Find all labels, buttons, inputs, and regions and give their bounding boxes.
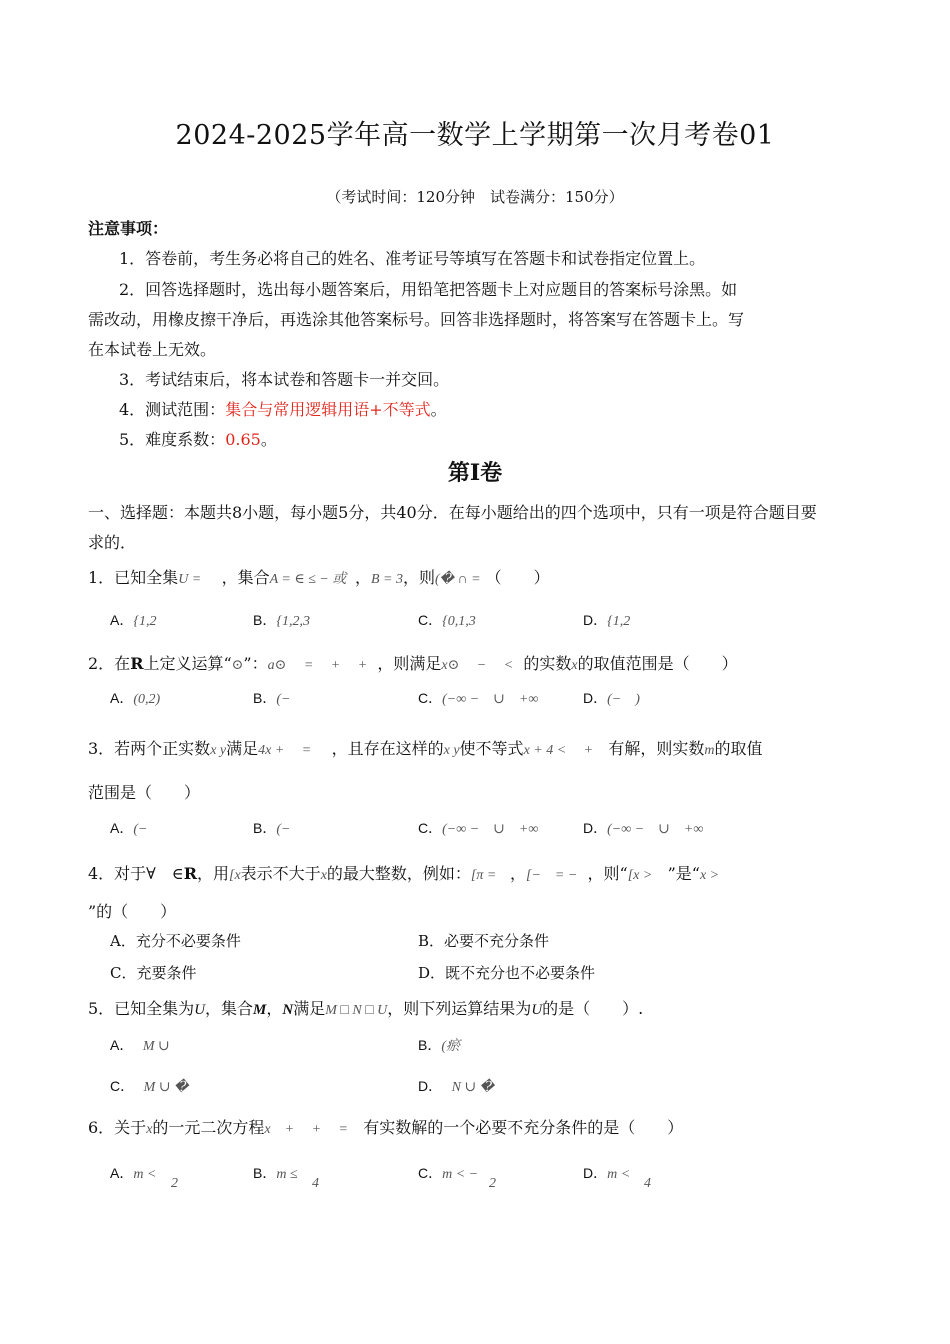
q6-option-a[interactable]	[110, 1163, 156, 1183]
q2-math-def: a⊙ = + +	[267, 658, 368, 673]
q1-option-d[interactable]	[583, 610, 630, 630]
question-6	[88, 1115, 683, 1138]
option-letter: D．	[583, 690, 608, 706]
q3-text: 3．若两个正实数	[88, 739, 211, 758]
q3-option-c[interactable]	[418, 818, 538, 838]
q4-text: 的最大整数，例如：	[326, 864, 471, 883]
option-letter: A．	[110, 612, 134, 628]
q5-text: 的是（ ）.	[542, 999, 644, 1018]
q4-option-c[interactable]: C．充要条件	[110, 964, 197, 982]
scope-label: 4．测试范围：	[119, 400, 226, 419]
q2-math-ineq: x⊙ − <	[441, 658, 514, 673]
option-value: m <	[607, 1167, 631, 1182]
q3-text: 的取值	[714, 739, 763, 758]
q5-math-u: U	[194, 1002, 206, 1018]
option-letter: B．	[253, 690, 277, 706]
option-letter: A．	[110, 1165, 134, 1181]
option-value: {1,2	[133, 614, 157, 629]
q1-text: 1．已知全集	[88, 568, 179, 587]
question-1	[88, 565, 550, 588]
q3-text: 满足	[226, 739, 259, 758]
notice-item-2-end: 在本试卷上无效。	[88, 340, 217, 359]
q6-option-c[interactable]	[418, 1163, 478, 1183]
option-value: {0,1,3	[442, 614, 476, 629]
option-value: N ∪ �	[451, 1080, 495, 1095]
q2-option-c[interactable]	[418, 688, 538, 708]
q3-math-xy: x y	[210, 743, 227, 758]
option-value: (瘀	[441, 1039, 461, 1054]
option-value: M ∪	[142, 1039, 170, 1054]
q3-text: 有解，则实数	[608, 739, 705, 758]
q4-text: ，用	[196, 864, 229, 883]
q6-math-equation: x + + =	[264, 1122, 348, 1137]
q3-option-a[interactable]	[110, 818, 147, 838]
option-letter: C．	[418, 690, 443, 706]
q5-text: ，集合	[205, 999, 254, 1018]
option-letter: D．	[583, 1165, 608, 1181]
q3-option-d[interactable]	[583, 818, 703, 838]
option-letter: A．	[110, 820, 134, 836]
notice-item-1: 1．答卷前，考生务必将自己的姓名、准考证号等填写在答题卡和试卷指定位置上。	[119, 249, 706, 268]
question-3	[88, 736, 763, 759]
exam-info: （考试时间：120分钟 试卷满分：150分）	[326, 188, 624, 206]
option-letter: D．	[583, 820, 608, 836]
option-letter: D．	[583, 612, 608, 628]
q2-text: 上定义运算“	[143, 654, 232, 673]
difficulty-end: 。	[260, 430, 277, 449]
option-letter: B．	[253, 820, 277, 836]
option-letter: B．	[253, 1165, 277, 1181]
q6-option-c-denominator: 2	[489, 1176, 496, 1191]
q1-paren: （ ）	[485, 568, 550, 587]
q5-text: 满足	[293, 999, 326, 1018]
q3-text: 使不等式	[459, 739, 524, 758]
q2-real-set: R	[130, 654, 144, 673]
question-5	[88, 996, 643, 1019]
option-value: (0,2)	[133, 692, 161, 707]
q3-math-m: m	[704, 743, 715, 758]
option-letter: C．	[418, 1165, 443, 1181]
q6-text: 有实数解的一个必要不充分条件的是（ ）	[363, 1118, 684, 1137]
q5-text: ，	[266, 999, 283, 1018]
q4-option-a[interactable]: A．充分不必要条件	[110, 932, 241, 950]
notice-item-5	[119, 427, 277, 450]
q4-text: ，	[510, 864, 527, 883]
q2-option-b[interactable]	[253, 688, 290, 708]
q1-math-expr: (� ∩ =	[434, 572, 481, 587]
notice-heading: 注意事项：	[88, 219, 169, 238]
q1-option-c[interactable]	[418, 610, 476, 630]
notice-item-2-cont: 需改动，用橡皮擦干净后，再选涂其他答案标号。回答非选择题时，将答案写在答题卡上。写	[88, 310, 745, 329]
option-value: {1,2,3	[276, 614, 310, 629]
volume-heading: 第Ⅰ卷	[447, 460, 503, 486]
q6-text: 的一元二次方程	[152, 1118, 265, 1137]
option-value: (−	[276, 822, 291, 837]
q4-text: ”是“	[667, 864, 700, 883]
difficulty-value: 0.65	[225, 430, 261, 449]
q3-text: ，且存在这样的	[331, 739, 444, 758]
option-value: (−	[133, 822, 148, 837]
difficulty-label: 5．难度系数：	[119, 430, 226, 449]
q5-text: ，则下列运算结果为	[387, 999, 532, 1018]
option-letter: C．	[418, 820, 443, 836]
option-value: m < −	[442, 1167, 479, 1182]
question-2	[88, 651, 738, 674]
q2-text: 的取值范围是（ ）	[577, 654, 738, 673]
q6-option-b[interactable]	[253, 1163, 298, 1183]
question-3-cont: 范围是（ ）	[88, 783, 201, 802]
q5-option-a[interactable]	[110, 1035, 170, 1055]
q6-math-x: x	[146, 1122, 153, 1137]
q2-text: ，则满足	[377, 654, 442, 673]
q6-option-d-denominator: 4	[644, 1176, 651, 1191]
q1-option-a[interactable]	[110, 610, 156, 630]
q2-operator: ⊙	[231, 658, 244, 673]
option-value: (−	[276, 692, 291, 707]
scope-end: 。	[430, 400, 447, 419]
q1-text: ，集合	[221, 568, 270, 587]
q2-text: 2．在	[88, 654, 131, 673]
option-letter: C．	[418, 612, 443, 628]
section-heading-end: 求的．	[88, 533, 137, 552]
q6-option-d[interactable]	[583, 1163, 630, 1183]
q1-text: ，	[354, 568, 371, 587]
q4-math-floor: [x	[229, 868, 241, 883]
q3-math-xy2: x y	[443, 743, 460, 758]
option-value: (−∞ − ∪ +∞	[442, 822, 539, 837]
option-letter: C．	[110, 1078, 135, 1094]
q5-option-d[interactable]	[418, 1076, 494, 1096]
q2-option-d[interactable]	[583, 688, 640, 708]
q5-option-c[interactable]	[110, 1076, 188, 1096]
q4-text: 4．对于∀ ∈	[88, 864, 184, 883]
question-4	[88, 861, 719, 884]
question-4-cont: ”的（ ）	[88, 902, 177, 921]
notice-item-4	[119, 397, 447, 420]
q5-math-u2: U	[531, 1002, 543, 1018]
q4-math-x: x	[320, 868, 327, 883]
q5-option-b[interactable]	[418, 1035, 460, 1055]
q1-math-u: U =	[178, 572, 202, 587]
q2-text: ”：	[243, 654, 268, 673]
option-value: (−∞ − ∪ +∞	[607, 822, 704, 837]
q2-text: 的实数	[523, 654, 572, 673]
q6-text: 6．关于	[88, 1118, 147, 1137]
q3-math-constraint: 4x + =	[258, 743, 312, 758]
q4-math-cond2: x >	[699, 868, 720, 883]
scope-value: 集合与常用逻辑用语+不等式	[225, 400, 431, 419]
q4-math-neg: [− = −	[526, 868, 578, 883]
option-letter: B．	[253, 612, 277, 628]
q1-math-a: A = ∈ ≤ − 或	[269, 572, 350, 587]
q5-math-subset: M □ N □ U	[325, 1003, 388, 1018]
q1-option-b[interactable]	[253, 610, 310, 630]
q6-option-a-denominator: 2	[171, 1176, 178, 1191]
section-heading: 一、选择题：本题共8小题，每小题5分，共40分．在每小题给出的四个选项中，只有一项是符合题目要	[88, 503, 817, 522]
option-value: m <	[133, 1167, 157, 1182]
q4-math-pi: [π =	[470, 868, 500, 883]
option-value: (−∞ − ∪ +∞	[442, 692, 539, 707]
q3-option-b[interactable]	[253, 818, 290, 838]
q2-option-a[interactable]	[110, 688, 160, 708]
q4-real-set: R	[183, 864, 197, 883]
option-letter: B．	[418, 1037, 442, 1053]
q4-math-cond1: [x >	[627, 868, 653, 883]
option-letter: A．	[110, 690, 134, 706]
q4-text: 表示不大于	[240, 864, 321, 883]
option-value: m ≤	[276, 1167, 298, 1182]
q1-text: ，则	[402, 568, 435, 587]
q5-text: 5．已知全集为	[88, 999, 195, 1018]
page-title: 2024-2025学年高一数学上学期第一次月考卷01	[175, 120, 775, 151]
option-value: {1,2	[607, 614, 631, 629]
notice-item-2: 2．回答选择题时，选出每小题答案后，用铅笔把答题卡上对应题目的答案标号涂黑。如	[119, 280, 738, 299]
q2-math-x: x	[571, 658, 578, 673]
option-letter: A．	[110, 1037, 134, 1053]
q3-math-ineq: x + 4 < +	[523, 743, 594, 758]
option-value: (− )	[607, 692, 640, 707]
q1-math-b: B = 3	[370, 572, 403, 587]
option-letter: D．	[418, 1078, 443, 1094]
q4-option-b[interactable]: B．必要不充分条件	[418, 932, 550, 950]
q5-math-m: M	[253, 1002, 267, 1018]
q4-option-d[interactable]: D．既不充分也不必要条件	[418, 964, 596, 982]
q4-text: ，则“	[587, 864, 628, 883]
option-value: M ∪ �	[143, 1080, 189, 1095]
notice-item-3: 3．考试结束后，将本试卷和答题卡一并交回。	[119, 370, 450, 389]
q5-math-n: N	[282, 1002, 294, 1018]
q6-option-b-denominator: 4	[312, 1176, 319, 1191]
